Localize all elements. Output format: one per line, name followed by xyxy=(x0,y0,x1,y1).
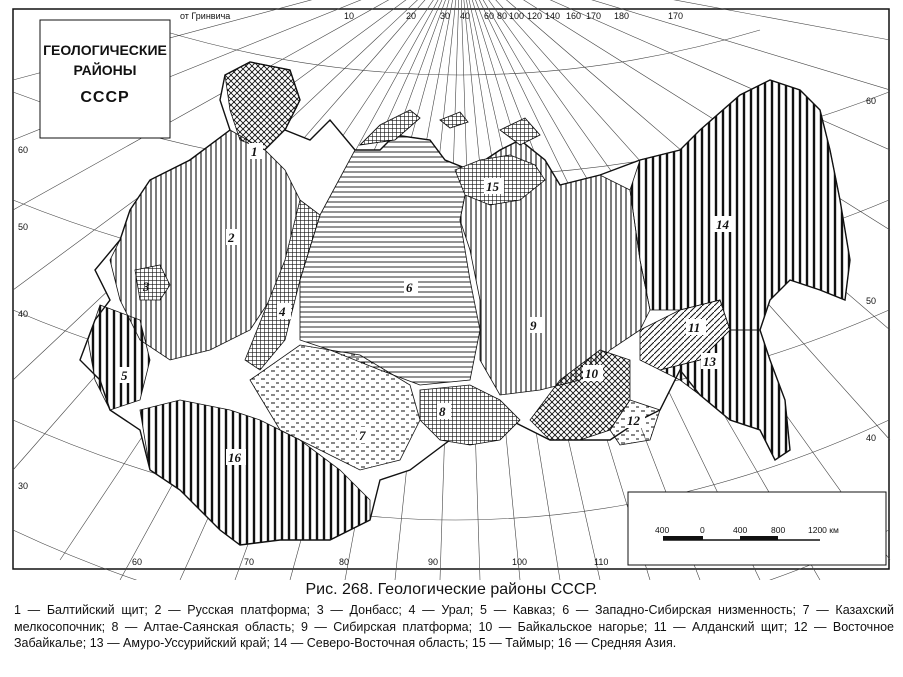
region-label-16: 16 xyxy=(228,450,241,465)
scale-tick-label: 400 xyxy=(655,525,670,535)
svg-text:170: 170 xyxy=(668,11,684,21)
region-label-2: 2 xyxy=(228,230,235,245)
svg-text:90: 90 xyxy=(428,557,439,567)
svg-text:60: 60 xyxy=(866,96,877,106)
svg-text:от Гринвича: от Гринвича xyxy=(180,11,231,21)
svg-text:120: 120 xyxy=(527,11,543,21)
region-label-3: 3 xyxy=(143,279,150,294)
figure-legend: 1 — Балтийский щит; 2 — Русская платформа; 3 — Донбасс; 4 — Урал; 5 — Кавказ; 6 — Западно-Сибирская низменность; 7 — Казахский мелкосопочник; 8 — Алтае-Саянская область; 9 — Сибирская платформа; 10 — Байкальское нагорье; 11 — Алданский щит; 12 — Восточное Забайкалье; 13 — Амуро-Уссурийский край; 14 — Северо-Восточная область; 15 — Таймыр; 16 — Средняя Азия. xyxy=(14,603,894,650)
svg-text:160: 160 xyxy=(566,11,582,21)
svg-text:50: 50 xyxy=(18,222,29,232)
svg-text:30: 30 xyxy=(18,481,29,491)
scale-tick-label: 1200 км xyxy=(808,525,839,535)
map-title xyxy=(40,20,170,138)
figure-caption: Рис. 268. Геологические районы СССР. xyxy=(305,581,598,598)
region-label-8: 8 xyxy=(439,404,446,419)
region-label-6: 6 xyxy=(406,280,413,295)
svg-text:60: 60 xyxy=(18,145,29,155)
svg-text:170: 170 xyxy=(586,11,602,21)
svg-text:100: 100 xyxy=(512,557,528,567)
map-title-line-1: ГЕОЛОГИЧЕСКИЕ xyxy=(43,42,167,58)
region-label-4: 4 xyxy=(279,304,286,319)
region-label-1: 1 xyxy=(251,144,258,159)
svg-text:140: 140 xyxy=(545,11,561,21)
region-label-12: 12 xyxy=(627,413,640,428)
scale-tick-label: 0 xyxy=(700,525,705,535)
svg-text:100: 100 xyxy=(509,11,525,21)
svg-text:60: 60 xyxy=(484,11,495,21)
svg-text:40: 40 xyxy=(18,309,29,319)
region-label-11: 11 xyxy=(688,320,701,335)
svg-text:110: 110 xyxy=(594,557,609,567)
scale-tick-label: 400 xyxy=(733,525,748,535)
svg-text:60: 60 xyxy=(132,557,143,567)
scale-bar xyxy=(628,492,886,565)
map-title-line-3: СССР xyxy=(80,89,130,106)
svg-text:40: 40 xyxy=(866,433,877,443)
map-title-line-2: РАЙОНЫ xyxy=(73,62,137,78)
svg-text:80: 80 xyxy=(497,11,508,21)
region-label-5: 5 xyxy=(121,368,128,383)
region-label-7: 7 xyxy=(359,428,366,443)
svg-text:50: 50 xyxy=(866,296,877,306)
svg-text:30: 30 xyxy=(440,11,451,21)
region-label-13: 13 xyxy=(703,354,716,369)
svg-text:70: 70 xyxy=(244,557,255,567)
svg-text:180: 180 xyxy=(614,11,630,21)
region-label-14: 14 xyxy=(716,217,729,232)
svg-text:80: 80 xyxy=(339,557,350,567)
svg-text:40: 40 xyxy=(460,11,471,21)
region-label-10: 10 xyxy=(585,366,598,381)
region-label-15: 15 xyxy=(486,179,499,194)
region-label-9: 9 xyxy=(530,318,537,333)
scale-tick-label: 800 xyxy=(771,525,786,535)
svg-text:20: 20 xyxy=(406,11,417,21)
svg-text:10: 10 xyxy=(344,11,355,21)
